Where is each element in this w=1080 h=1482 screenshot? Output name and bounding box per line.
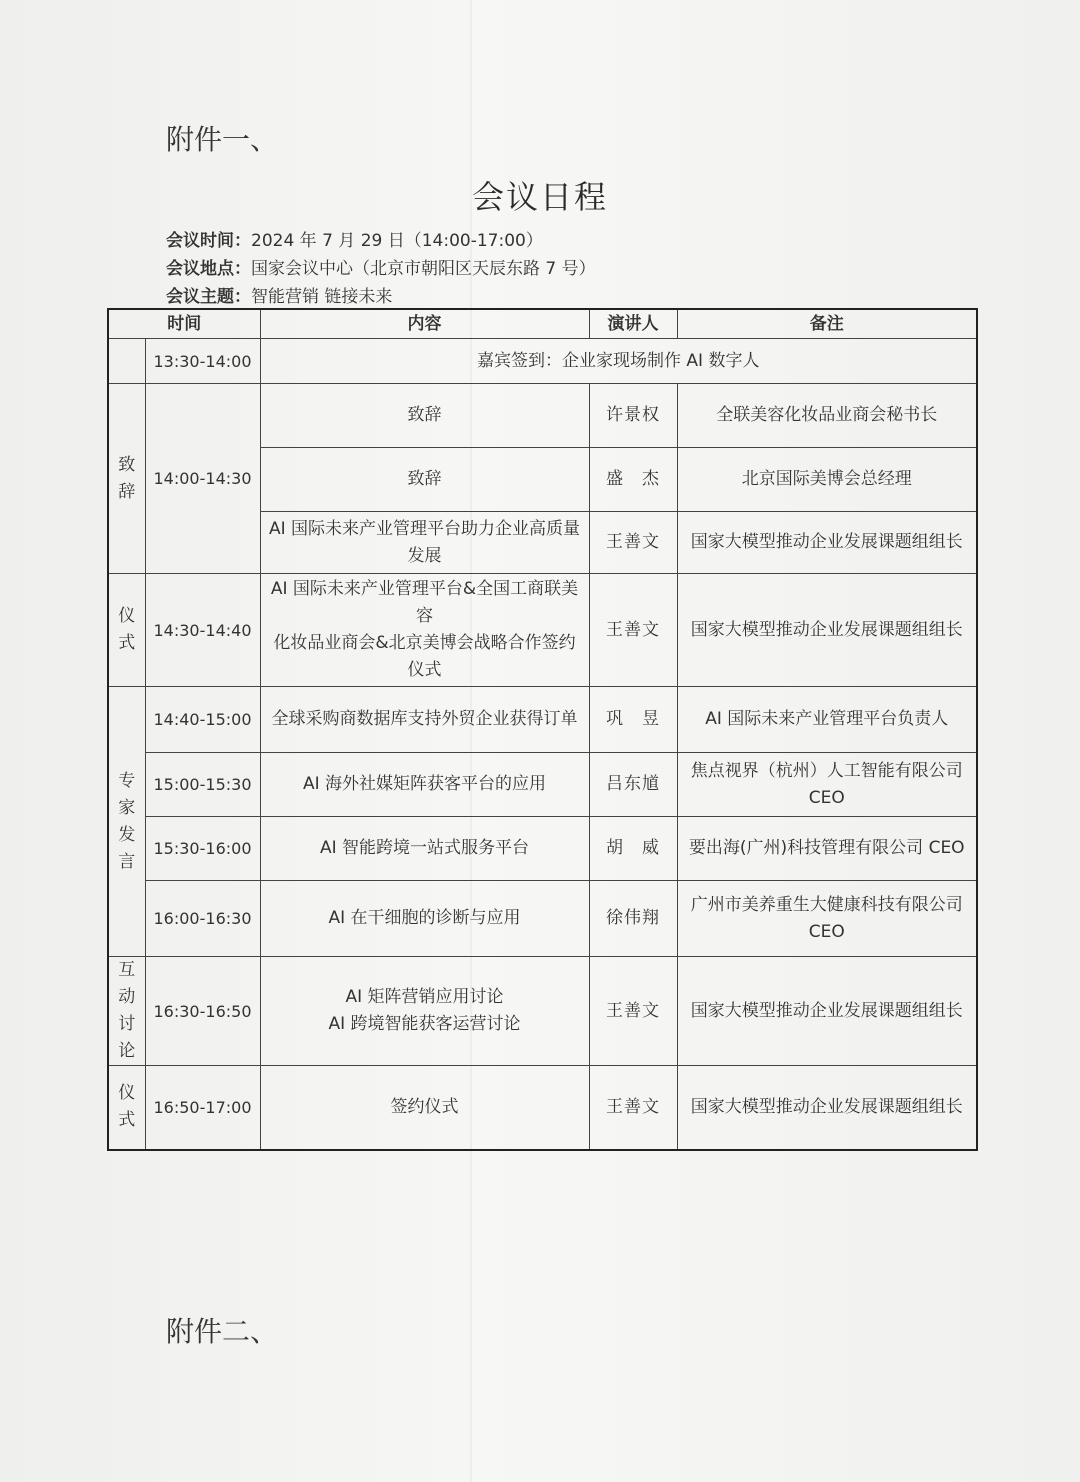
content-cell: 全球采购商数据库支持外贸企业获得订单 [260, 687, 589, 753]
time-cell: 15:30-16:00 [145, 817, 260, 881]
content-cell [260, 574, 589, 687]
category-char: 讨 [118, 1014, 136, 1034]
time-cell: 14:40-15:00 [145, 687, 260, 753]
notes-cell: 北京国际美博会总经理 [677, 448, 977, 512]
header-notes: 备注 [677, 309, 977, 339]
category-char: 论 [118, 1041, 136, 1061]
category-char: 致 [118, 454, 136, 475]
meeting-place-value: 国家会议中心（北京市朝阳区天辰东路 7 号） [251, 259, 596, 279]
meeting-time [166, 226, 543, 251]
meeting-theme [166, 282, 392, 307]
header-content: 内容 [260, 309, 589, 339]
table-row [108, 753, 977, 817]
table-row [108, 881, 977, 957]
content-cell: AI 智能跨境一站式服务平台 [260, 817, 589, 881]
content-line: 化妆品业商会&北京美博会战略合作签约仪式 [273, 633, 576, 680]
notes-cell: 国家大模型推动企业发展课题组组长 [677, 957, 977, 1066]
speaker-cell: 吕东馗 [589, 753, 677, 817]
time-cell: 14:30-14:40 [145, 574, 260, 687]
time-cell: 13:30-14:00 [145, 339, 260, 384]
meeting-theme-label: 会议主题： [166, 287, 251, 307]
speaker-cell: 巩 昱 [589, 687, 677, 753]
speaker-cell: 盛 杰 [589, 448, 677, 512]
content-line: AI 跨境智能获客运营讨论 [328, 1014, 521, 1034]
table-row [108, 574, 977, 687]
category-ceremony [108, 574, 145, 687]
content-cell [260, 957, 589, 1066]
category-char: 言 [118, 851, 136, 872]
speaker-cell: 胡 威 [589, 817, 677, 881]
notes-cell: AI 国际未来产业管理平台负责人 [677, 687, 977, 753]
content-cell: AI 国际未来产业管理平台助力企业高质量发展 [260, 512, 589, 574]
table-row [108, 957, 977, 1066]
category-char: 仪 [118, 1083, 136, 1104]
category-char: 辞 [118, 481, 136, 502]
category-char: 动 [118, 987, 136, 1007]
content-cell: 签约仪式 [260, 1066, 589, 1150]
time-cell: 14:00-14:30 [145, 384, 260, 574]
category-char: 仪 [118, 606, 136, 626]
category-expert [108, 687, 145, 957]
category-char: 式 [118, 1110, 136, 1131]
notes-cell: 全联美容化妆品业商会秘书长 [677, 384, 977, 448]
meeting-time-label: 会议时间： [166, 231, 251, 251]
content-cell: 致辞 [260, 384, 589, 448]
time-cell: 16:30-16:50 [145, 957, 260, 1066]
content-cell: 嘉宾签到：企业家现场制作 AI 数字人 [260, 339, 977, 384]
notes-cell: 要出海(广州)科技管理有限公司 CEO [677, 817, 977, 881]
attachment-one-heading: 附件一、 [166, 123, 279, 156]
header-speaker: 演讲人 [589, 309, 677, 339]
content-cell: AI 在干细胞的诊断与应用 [260, 881, 589, 957]
category-ceremony-2 [108, 1066, 145, 1150]
speaker-cell: 徐伟翔 [589, 881, 677, 957]
meeting-time-value: 2024 年 7 月 29 日（14:00-17:00） [251, 231, 543, 251]
category-char: 式 [118, 633, 136, 653]
notes-cell: 国家大模型推动企业发展课题组组长 [677, 1066, 977, 1150]
table-row [108, 817, 977, 881]
category-cell-empty [108, 339, 145, 384]
header-time: 时间 [108, 309, 260, 339]
meeting-place [166, 254, 596, 279]
meeting-theme-value: 智能营销 链接未来 [251, 287, 393, 307]
table-header-row [108, 309, 977, 339]
schedule-table [107, 308, 978, 1151]
speaker-cell: 王善文 [589, 957, 677, 1066]
table-row [108, 1066, 977, 1150]
category-char: 专 [118, 770, 136, 791]
category-char: 互 [118, 960, 136, 980]
attachment-two-heading: 附件二、 [166, 1315, 279, 1348]
notes-cell: 国家大模型推动企业发展课题组组长 [677, 512, 977, 574]
page-title: 会议日程 [471, 178, 608, 216]
time-cell: 16:00-16:30 [145, 881, 260, 957]
table-row [108, 339, 977, 384]
table-row [108, 687, 977, 753]
category-char: 家 [118, 797, 136, 818]
category-discussion [108, 957, 145, 1066]
notes-cell: 焦点视界（杭州）人工智能有限公司 CEO [677, 753, 977, 817]
category-welcome [108, 384, 145, 574]
speaker-cell: 王善文 [589, 574, 677, 687]
content-cell: 致辞 [260, 448, 589, 512]
speaker-cell: 王善文 [589, 1066, 677, 1150]
time-cell: 15:00-15:30 [145, 753, 260, 817]
notes-cell: 国家大模型推动企业发展课题组组长 [677, 574, 977, 687]
content-line: AI 矩阵营销应用讨论 [345, 987, 504, 1007]
speaker-cell: 许景权 [589, 384, 677, 448]
table-row [108, 384, 977, 448]
speaker-cell: 王善文 [589, 512, 677, 574]
notes-cell: 广州市美养重生大健康科技有限公司 CEO [677, 881, 977, 957]
content-line: AI 国际未来产业管理平台&全国工商联美容 [270, 579, 579, 626]
category-char: 发 [118, 824, 136, 845]
time-cell: 16:50-17:00 [145, 1066, 260, 1150]
meeting-place-label: 会议地点： [166, 259, 251, 279]
content-cell: AI 海外社媒矩阵获客平台的应用 [260, 753, 589, 817]
